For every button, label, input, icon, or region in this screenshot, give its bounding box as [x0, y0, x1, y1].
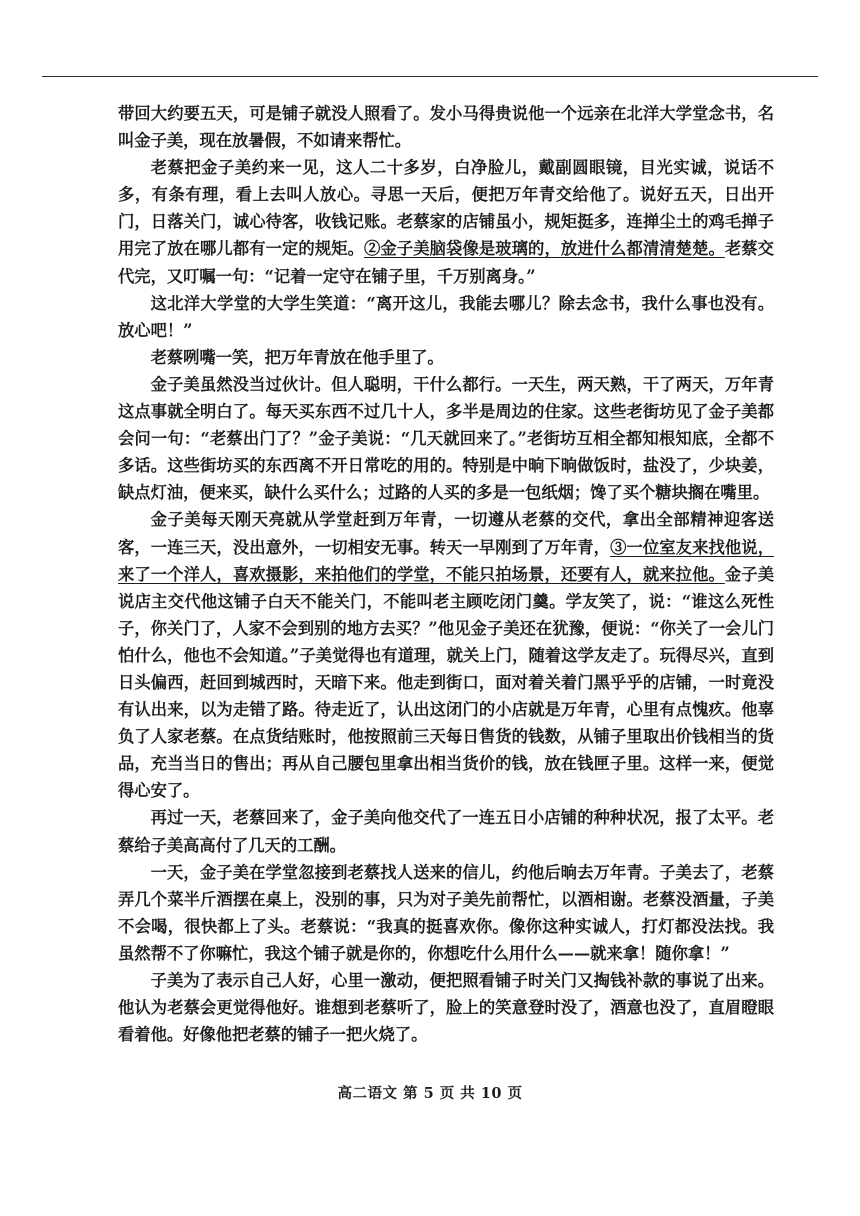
text-run: 再过一天，老蔡回来了，金子美向他交代了一连五日小店铺的种种状况，报了太平。老蔡给子美高高付了几天的工酬。: [118, 808, 774, 855]
passage-body: [118, 100, 774, 1048]
text-run: 带回大约要五天，可是铺子就没人照看了。发小马得贵说他一个远亲在北洋大学堂念书，名叫金子美，现在放暑假，不如请来帮忙。: [118, 104, 774, 151]
text-run: 金子美说店主交代他这铺子白天不能关门，不能叫老主顾吃闭门羹。学友笑了，说：“谁这么死性子，你关门了，人家不会到别的地方去买？”他见金子美还在犹豫，便说：“你关了一会儿门怕什么，他也不会知道。”子美觉得也有道理，就关上门，随着这学友走了。玩得尽兴，直到日头偏西，赶回到城西时，天暗下来。他走到街口，面对着关着门黑乎乎的店铺，一时竟没有认出来，以为走错了路。待走近了，认出这闭门的小店就是万年青，心里有点愧疚。他辜负了人家老蔡。在点货结账时，他按照前三天每日售货的钱数，从铺子里取出价钱相当的货品，充当当日的售出；再从自己腰包里拿出相当货价的钱，放在钱匣子里。这样一来，便觉得心安了。: [118, 564, 774, 801]
text-run: 子美为了表示自己人好，心里一激动，便把照看铺子时关门又掏钱补款的事说了出来。他认为老蔡会更觉得他好。谁想到老蔡听了，脸上的笑意登时没了，酒意也没了，直眉瞪眼看着他。好像他把老蔡的铺子一把火烧了。: [118, 971, 774, 1045]
paragraph: [118, 967, 774, 1048]
underlined-sentence: ③一位室友来找他说，来了一个洋人，喜欢摄影，来拍他们的学堂，不能只拍场景，还要有人，就来拉他。: [118, 537, 774, 584]
text-run: 金子美虽然没当过伙计。但人聪明，干什么都行。一天生，两天熟，干了两天，万年青这点事就全明白了。每天买东西不过几十人，多半是周边的住家。这些老街坊见了金子美都会问一句：“老蔡出门了？”金子美说：“几天就回来了。”老街坊互相全都知根知底，全都不多话。这些街坊买的东西离不开日常吃的用的。特别是中晌下晌做饭时，盐没了，少块姜，缺点灯油，便来买，缺什么买什么；过路的人买的多是一包纸烟；馋了买个糖块搁在嘴里。: [118, 374, 774, 503]
text-run: 金子美每天刚天亮就从学堂赶到万年青，一切遵从老蔡的交代，拿出全部精神迎客送客，一连三天，没出意外，一切相安无事。转天一早刚到了万年青，: [118, 510, 774, 557]
underlined-sentence: ②金子美脑袋像是玻璃的，放进什么都清清楚楚。: [364, 239, 725, 259]
paragraph: [118, 371, 774, 506]
header-rule: [42, 76, 818, 77]
text-run: 老蔡咧嘴一笑，把万年青放在他手里了。: [150, 347, 444, 367]
text-run: 老蔡交代完，又叮嘱一句：“记着一定守在铺子里，千万别离身。”: [118, 239, 774, 286]
paragraph: [118, 344, 774, 371]
paragraph: [118, 506, 774, 804]
paragraph: [118, 154, 774, 289]
paragraph: [118, 100, 774, 154]
text-run: 一天，金子美在学堂忽接到老蔡找人送来的信儿，约他后晌去万年青。子美去了，老蔡弄几个菜半斤酒摆在桌上，没别的事，只为对子美先前帮忙，以酒相谢。老蔡没酒量，子美不会喝，很快都上了头。老蔡说：“我真的挺喜欢你。像你这种实诚人，打灯都没法找。我虽然帮不了你嘛忙，我这个铺子就是你的，你想吃什么用什么——就来拿！随你拿！”: [118, 862, 774, 963]
text-run: 老蔡把金子美约来一见，这人二十多岁，白净脸儿，戴副圆眼镜，目光实诚，说话不多，有条有理，看上去叫人放心。寻思一天后，便把万年青交给他了。说好五天，日出开门，日落关门，诚心待客，收钱记账。老蔡家的店铺虽小，规矩挺多，连掸尘土的鸡毛掸子用完了放在哪儿都有一定的规矩。: [118, 158, 774, 259]
paragraph: [118, 290, 774, 344]
page-footer: 高二语文 第 5 页 共 10 页: [337, 1085, 523, 1102]
paragraph: [118, 804, 774, 858]
text-run: 这北洋大学堂的大学生笑道：“离开这儿，我能去哪儿？除去念书，我什么事也没有。放心吧！”: [118, 293, 774, 340]
paragraph: [118, 859, 774, 967]
